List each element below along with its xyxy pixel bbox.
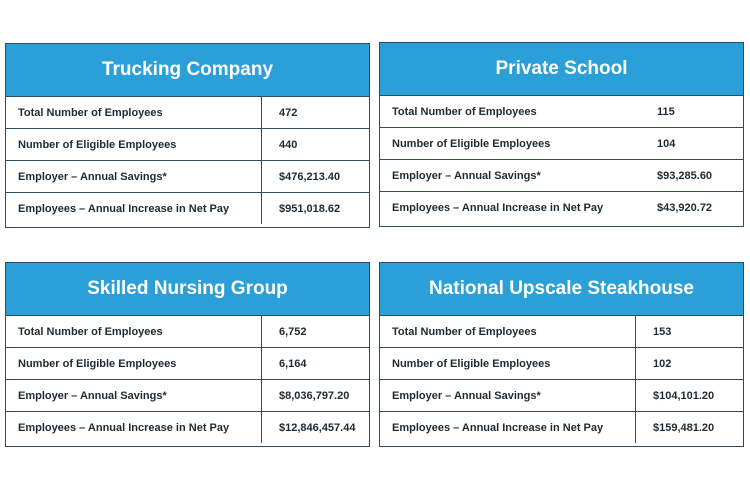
value-eligible: 102 xyxy=(636,348,744,380)
row-label-savings: Employer – Annual Savings* xyxy=(380,380,636,412)
card-title: Trucking Company xyxy=(6,44,369,97)
value-eligible: 440 xyxy=(262,129,370,161)
row-label-total: Total Number of Employees xyxy=(392,325,537,338)
table-row xyxy=(380,128,743,160)
card-private-school xyxy=(379,42,744,227)
table-row xyxy=(380,412,743,444)
value-netpay: $159,481.20 xyxy=(636,412,744,444)
stats-table xyxy=(6,316,369,443)
value-netpay: $12,846,457.44 xyxy=(262,412,370,444)
stats-table xyxy=(380,316,743,443)
row-label-savings: Employer – Annual Savings* xyxy=(6,161,262,193)
row-label-eligible: Number of Eligible Employees xyxy=(6,129,262,161)
card-national-upscale-steakhouse xyxy=(379,262,744,447)
value-eligible: 6,164 xyxy=(262,348,370,380)
row-label-netpay: Employees – Annual Increase in Net Pay xyxy=(6,412,262,444)
table-row xyxy=(6,161,369,193)
card-title: Private School xyxy=(380,43,743,96)
value-savings: $104,101.20 xyxy=(636,380,744,412)
value-savings: $476,213.40 xyxy=(262,161,370,193)
card-title: National Upscale Steakhouse xyxy=(380,263,743,316)
stats-table xyxy=(6,97,369,224)
row-label-total: Total Number of Employees xyxy=(18,325,163,338)
table-row xyxy=(6,412,369,444)
value-total: 6,752 xyxy=(262,316,370,348)
table-row xyxy=(380,160,743,192)
table-row xyxy=(380,316,743,348)
row-label-total: Total Number of Employees xyxy=(392,105,537,118)
row-label-eligible: Number of Eligible Employees xyxy=(380,348,636,380)
table-row xyxy=(380,348,743,380)
value-total: 472 xyxy=(262,97,370,129)
card-skilled-nursing-group xyxy=(5,262,370,447)
value-savings: $93,285.60 xyxy=(640,160,743,192)
card-trucking-company xyxy=(5,43,370,228)
row-label-eligible: Number of Eligible Employees xyxy=(6,348,262,380)
table-row xyxy=(380,380,743,412)
table-row xyxy=(6,380,369,412)
table-row xyxy=(6,193,369,225)
row-label-savings: Employer – Annual Savings* xyxy=(6,380,262,412)
table-row xyxy=(6,97,369,129)
card-title: Skilled Nursing Group xyxy=(6,263,369,316)
table-row xyxy=(6,348,369,380)
value-eligible: 104 xyxy=(640,128,743,160)
row-label-netpay: Employees – Annual Increase in Net Pay xyxy=(380,192,640,224)
stats-table xyxy=(380,96,743,223)
row-label-total: Total Number of Employees xyxy=(18,106,163,119)
value-netpay: $43,920.72 xyxy=(640,192,743,224)
value-total: 153 xyxy=(636,316,744,348)
row-label-netpay: Employees – Annual Increase in Net Pay xyxy=(380,412,636,444)
table-row xyxy=(6,316,369,348)
value-netpay: $951,018.62 xyxy=(262,193,370,225)
row-label-eligible: Number of Eligible Employees xyxy=(380,128,640,160)
table-row xyxy=(380,96,743,128)
value-savings: $8,036,797.20 xyxy=(262,380,370,412)
table-row xyxy=(6,129,369,161)
row-label-savings: Employer – Annual Savings* xyxy=(380,160,640,192)
value-total: 115 xyxy=(657,105,675,118)
row-label-netpay: Employees – Annual Increase in Net Pay xyxy=(6,193,262,225)
table-row xyxy=(380,192,743,224)
